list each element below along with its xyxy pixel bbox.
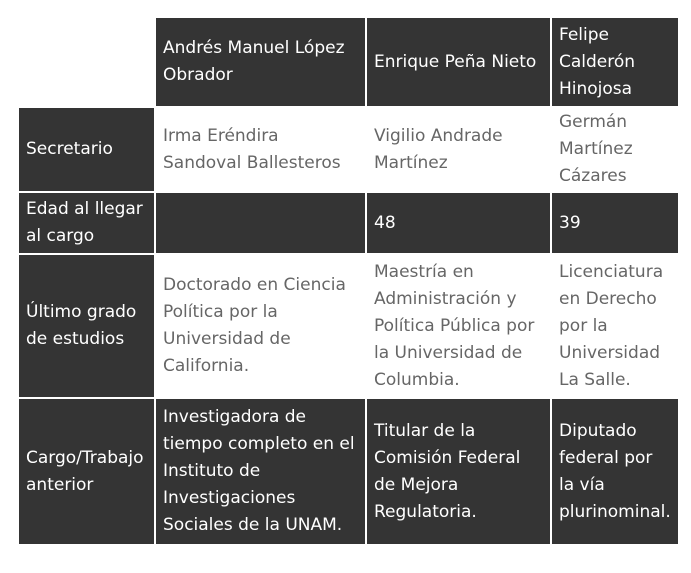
row-label-secretario: Secretario [19,108,154,191]
cell-secretario-epn: Vigilio Andrade Martínez [367,108,550,191]
cell-cargo-amlo: Investigadora de tiempo completo en el Instituto de Investigaciones Sociales de la UNAM. [156,399,365,544]
cell-edad-fch: 39 [552,193,678,253]
header-fch: Felipe Calderón Hinojosa [552,18,678,106]
header-row [19,18,678,106]
cell-estudios-fch: Licenciatura en Derecho por la Universidad La Salle. [552,255,678,397]
corner-cell [19,18,154,106]
header-amlo: Andrés Manuel López Obrador [156,18,365,106]
cell-edad-amlo [156,193,365,253]
cell-estudios-amlo: Doctorado en Ciencia Política por la Universidad de California. [156,255,365,397]
table-row [19,108,678,191]
comparison-table [17,16,680,546]
cell-cargo-epn: Titular de la Comisión Federal de Mejora Regulatoria. [367,399,550,544]
cell-secretario-amlo: Irma Eréndira Sandoval Ballesteros [156,108,365,191]
row-label-cargo: Cargo/Trabajo anterior [19,399,154,544]
table-row [19,193,678,253]
cell-estudios-epn: Maestría en Administración y Política Pública por la Universidad de Columbia. [367,255,550,397]
row-label-estudios: Último grado de estudios [19,255,154,397]
table-row [19,255,678,397]
cell-cargo-fch: Diputado federal por la vía plurinominal. [552,399,678,544]
header-epn: Enrique Peña Nieto [367,18,550,106]
table-row [19,399,678,544]
cell-edad-epn: 48 [367,193,550,253]
cell-secretario-fch: Germán Martínez Cázares [552,108,678,191]
row-label-edad: Edad al llegar al cargo [19,193,154,253]
